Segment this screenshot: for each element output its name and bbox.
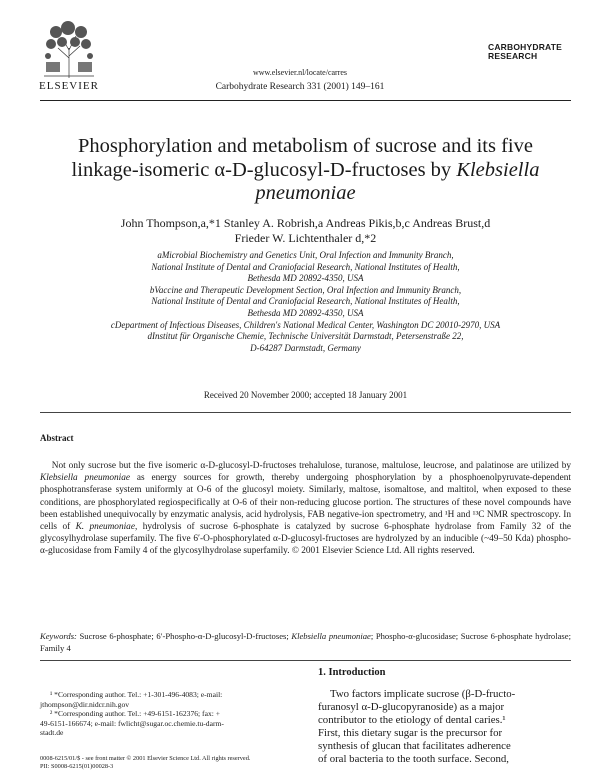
affiliation-line: National Institute of Dental and Craniofacial Research, National Institutes of Health, [151, 296, 460, 307]
footer-copyright: 0008-6215/01/$ - see front matter © 2001 Elsevier Science Ltd. All rights reserved. [40, 755, 251, 762]
author-line-2: Frieder W. Lichtenthaler d,*2 [234, 231, 377, 245]
keywords-text-2: ; Phospho-α-glucosidase; Sucrose 6-phosphate hydrolase; Family 4 [40, 631, 571, 653]
affiliation-line: Bethesda MD 20892-4350, USA [247, 273, 364, 284]
intro-line: furanosyl α-D-glucopyranoside) as a major [318, 701, 505, 714]
abstract-text-2: as energy sources for growth, thereby undergoing phosphorylation by a phosphoenolpyruvate-dependent phosphotransferase system uniformly at O-6 of the glucosyl moiety. Similarly, maltose, isomaltose, and maltitol, when exposed to these conditions, are phosphorylated regiospecifically at O-6 of their non-reducing glucose portion. The structures of these novel compounds have been established unequivocally by enzymatic analysis, acid hydrolysis, FAB negative-ion spectrometry, and ¹H and ¹³C NMR spectroscopy. In cells of [40, 473, 571, 533]
author-line-1: John Thompson,a,*1 Stanley A. Robrish,a Andreas Pikis,b,c Andreas Brust,d [120, 216, 491, 230]
affiliation-line: National Institute of Dental and Craniofacial Research, National Institutes of Health, [151, 261, 460, 272]
affiliation-line: aMicrobial Biochemistry and Genetics Unit, Oral Infection and Immunity Branch, [157, 250, 454, 260]
affiliation-list [40, 250, 571, 354]
title-line-2-italic: Klebsiella [456, 158, 540, 181]
footnote-line: ¹ *Corresponding author. Tel.: +1-301-496-4083; e-mail: [50, 690, 223, 699]
journal-brand-line2: RESEARCH [488, 51, 538, 61]
keywords-label: Keywords: [40, 631, 77, 641]
abstract-text-3: , hydrolysis of sucrose 6-phosphate is catalyzed by sucrose 6-phosphate hydrolase from Family 32 of the glycosylhydrolase superfamily. The five 6′-O-phosphorylated α-D-glucosyl-fructoses are hydrolyzed by an inducible (~49–50 Kda) phospho-α-glucosidase from Family 4 of the glycosylhydrolase superfamily. © 2001 Elsevier Science Ltd. All rights reserved. [40, 522, 571, 557]
abstract-species-1: Klebsiella pneumoniae [40, 473, 131, 484]
affiliation-line: Bethesda MD 20892-4350, USA [247, 307, 364, 318]
intro-line: contributor to the etiology of dental caries.¹ [318, 714, 506, 727]
section-heading-introduction: 1. Introduction [318, 667, 386, 678]
title-line-2-text: linkage-isomeric α-D-glucosyl-D-fructoses by [71, 158, 452, 181]
abstract-text-1: Not only sucrose but the five isomeric α-D-glucosyl-D-fructoses trehalulose, turanose, maltulose, leucrose, and palatinose are utilized by [51, 461, 572, 471]
intro-line: synthesis of glucan that facilitates adherence [318, 740, 511, 753]
title-line-3: pneumoniae [255, 182, 356, 204]
journal-url[interactable]: www.elsevier.nl/locate/carres [252, 68, 348, 77]
abstract-bottom-divider [40, 660, 571, 661]
journal-citation: Carbohydrate Research 331 (2001) 149–161 [215, 82, 385, 92]
affiliation-line: dInstitut für Organische Chemie, Technische Universität Darmstadt, Petersenstraße 22, [147, 331, 464, 342]
title-line-1: Phosphorylation and metabolism of sucrose and its five [78, 135, 533, 157]
corresponding-author-footnotes [40, 690, 292, 738]
journal-brand-line1: CARBOHYDRATE [488, 42, 563, 52]
keywords [40, 630, 571, 654]
intro-line: of oral bacteria to the tooth surface. Second, [318, 753, 509, 766]
copyright-footer [40, 755, 440, 771]
publisher-name: ELSEVIER [39, 80, 99, 92]
keywords-text-1: Sucrose 6-phosphate; 6′-Phospho-α-D-glucosyl-D-fructoses; [76, 631, 292, 641]
affiliation-line: cDepartment of Infectious Diseases, Children's National Medical Center, Washington DC 20010-2970, USA [110, 319, 501, 330]
paper-title [40, 135, 571, 206]
affiliation-line: D-64287 Darmstadt, Germany [250, 342, 361, 353]
author-list [40, 216, 571, 246]
abstract-body [40, 460, 571, 558]
keywords-species: Klebsiella pneumoniae [291, 631, 371, 641]
footnote-line: ² *Corresponding author. Tel.: +49-6151-162376; fax: + [50, 709, 221, 719]
elsevier-tree-logo-icon [40, 18, 98, 80]
header-divider [40, 100, 571, 101]
abstract-heading: Abstract [40, 433, 74, 443]
abstract-species-2: K. pneumoniae [75, 522, 135, 533]
intro-line: Two factors implicate sucrose (β-D-fructo- [330, 688, 516, 700]
footnote-email-link[interactable]: jthompson@dir.nidcr.nih.gov [40, 699, 130, 709]
received-dates: Received 20 November 2000; accepted 18 January 2001 [203, 390, 408, 400]
affiliation-line: bVaccine and Therapeutic Development Section, Oral Infection and Immunity Branch, [149, 284, 462, 295]
title-line-2 [40, 159, 571, 183]
abstract-top-divider [40, 412, 571, 413]
intro-line: First, this dietary sugar is the precursor for [318, 727, 503, 740]
footer-pii: PII: S0008-6215(01)00028-3 [40, 763, 114, 771]
journal-brand [488, 43, 578, 61]
footnote-line: stadt.de [40, 728, 64, 738]
footnote-email-link[interactable]: 49-6151-166674; e-mail: fwlicht@sugar.oc.chemie.tu-darm- [40, 718, 224, 728]
